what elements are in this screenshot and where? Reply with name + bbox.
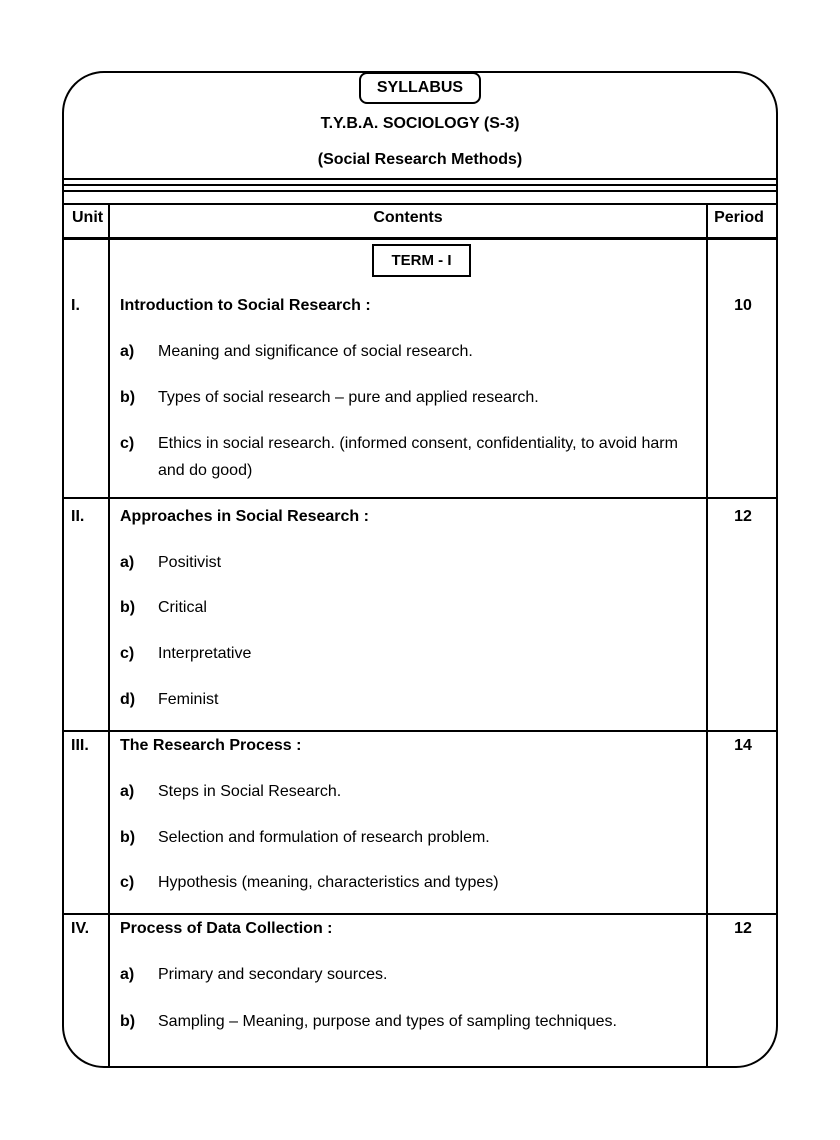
syllabus-label: SYLLABUS (359, 72, 481, 104)
item-text: Hypothesis (meaning, characteristics and types) (158, 874, 499, 891)
item-text: Meaning and significance of social research. (158, 343, 473, 360)
course-title: T.Y.B.A. SOCIOLOGY (S-3) (320, 115, 520, 132)
unit-row-border (63, 497, 777, 499)
unit-column-divider (108, 204, 110, 1068)
table-header-border (63, 237, 777, 240)
item-letter: c) (120, 874, 135, 891)
unit-number: IV. (71, 920, 90, 937)
column-header-period: Period (714, 209, 764, 226)
item-letter: a) (120, 554, 135, 571)
item-text: Sampling – Meaning, purpose and types of sampling techniques. (158, 1013, 617, 1030)
unit-title: Approaches in Social Research : (120, 508, 369, 525)
subject-title: (Social Research Methods) (317, 151, 523, 168)
item-letter: b) (120, 389, 136, 406)
term-label: TERM - I (372, 244, 471, 277)
unit-period: 12 (734, 920, 752, 937)
item-letter: c) (120, 645, 135, 662)
unit-title: The Research Process : (120, 737, 302, 754)
item-text: Feminist (158, 691, 219, 708)
item-letter: b) (120, 829, 136, 846)
item-letter: d) (120, 691, 136, 708)
item-letter: b) (120, 1013, 136, 1030)
unit-number: II. (71, 508, 85, 525)
unit-row-border (63, 730, 777, 732)
item-letter: a) (120, 343, 135, 360)
column-header-contents: Contents (373, 209, 443, 226)
item-text: Ethics in social research. (informed consent, confidentiality, to avoid harm and do good) (158, 435, 678, 479)
unit-period: 10 (734, 297, 752, 314)
unit-row-border (63, 913, 777, 915)
header-rule-3 (63, 190, 777, 192)
item-letter: a) (120, 966, 135, 983)
column-header-unit: Unit (72, 209, 104, 226)
item-text: Critical (158, 599, 207, 616)
item-letter: b) (120, 599, 136, 616)
item-letter: a) (120, 783, 135, 800)
item-text: Interpretative (158, 645, 252, 662)
item-text: Positivist (158, 554, 222, 571)
table-top-border (63, 203, 777, 205)
item-text: Selection and formulation of research problem. (158, 829, 490, 846)
header-rule-1 (63, 178, 777, 180)
item-letter: c) (120, 435, 135, 452)
unit-period: 14 (734, 737, 752, 754)
period-column-divider (706, 204, 708, 1068)
unit-number: III. (71, 737, 89, 754)
unit-title: Process of Data Collection : (120, 920, 333, 937)
unit-title: Introduction to Social Research : (120, 297, 371, 314)
item-text: Steps in Social Research. (158, 783, 342, 800)
item-text: Primary and secondary sources. (158, 966, 388, 983)
unit-period: 12 (734, 508, 752, 525)
item-text: Types of social research – pure and applied research. (158, 389, 539, 406)
header-rule-2 (63, 184, 777, 186)
unit-number: I. (71, 297, 80, 314)
